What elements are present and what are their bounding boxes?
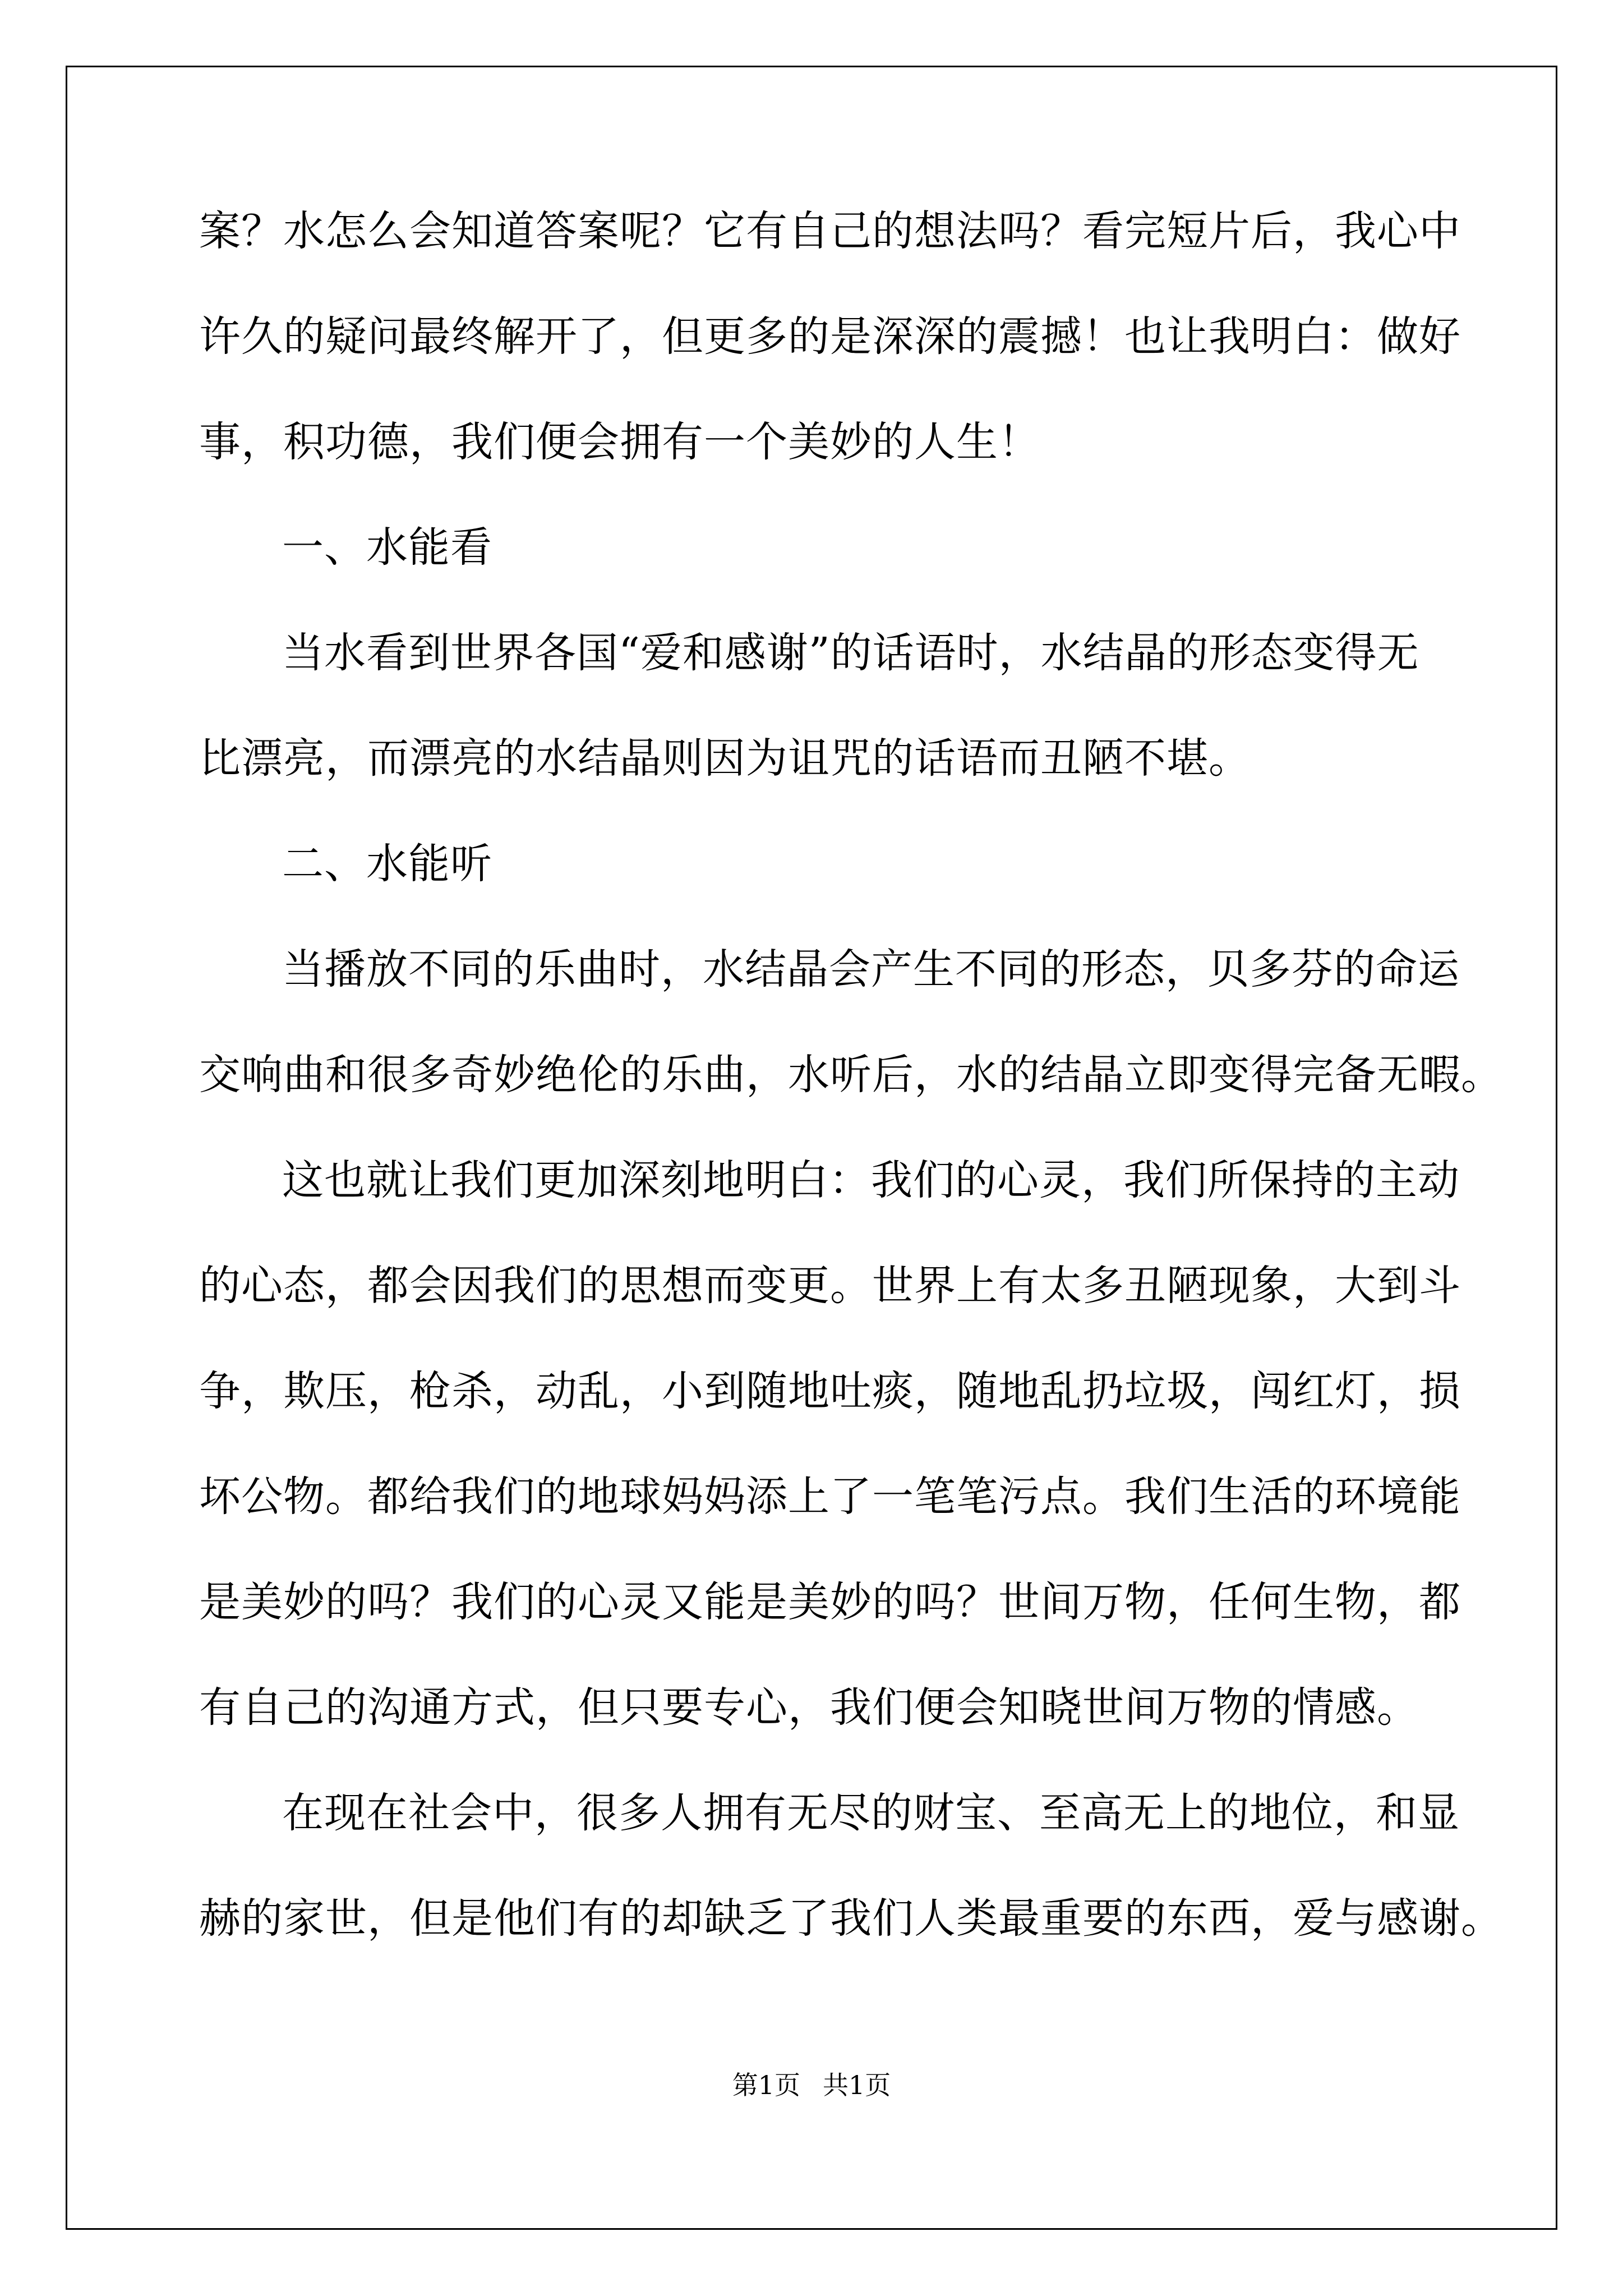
page-footer <box>0 2071 1623 2099</box>
text-line: 事，积功德，我们便会拥有一个美妙的人生！ <box>199 418 1040 466</box>
text-line: 有自己的沟通方式，但只要专心，我们便会知晓世间万物的情感。 <box>199 1683 1419 1732</box>
text-line: 争，欺压，枪杀，动乱，小到随地吐痰，随地乱扔垃圾，闯红灯，损 <box>199 1367 1461 1415</box>
text-line: 二、水能听 <box>282 840 492 888</box>
text-line: 案？水怎么会知道答案呢？它有自己的想法吗？看完短片后，我心中 <box>199 207 1461 255</box>
text-line: 交响曲和很多奇妙绝伦的乐曲，水听后，水的结晶立即变得完备无暇。 <box>199 1051 1503 1099</box>
page-number: 第1页 <box>732 2070 800 2100</box>
text-line: 在现在社会中，很多人拥有无尽的财宝、至高无上的地位，和显 <box>282 1789 1460 1837</box>
page-total: 共1页 <box>823 2070 891 2100</box>
text-line: 是美妙的吗？我们的心灵又能是美妙的吗？世间万物，任何生物，都 <box>199 1578 1461 1626</box>
text-line: 许久的疑问最终解开了，但更多的是深深的震撼！也让我明白：做好 <box>199 312 1461 361</box>
text-line: 一、水能看 <box>282 523 492 572</box>
text-line: 当水看到世界各国“爱和感谢”的话语时，水结晶的形态变得无 <box>282 629 1419 677</box>
text-line: 赫的家世，但是他们有的却缺乏了我们人类最重要的东西，爱与感谢。 <box>199 1894 1503 1943</box>
text-line: 的心态，都会因我们的思想而变更。世界上有太多丑陋现象，大到斗 <box>199 1262 1461 1310</box>
text-line: 比漂亮，而漂亮的水结晶则因为诅咒的话语而丑陋不堪。 <box>199 734 1251 783</box>
text-line: 当播放不同的乐曲时，水结晶会产生不同的形态，贝多芬的命运 <box>282 945 1460 993</box>
document-body <box>199 207 1503 2003</box>
text-line: 坏公物。都给我们的地球妈妈添上了一笔笔污点。我们生活的环境能 <box>199 1473 1461 1521</box>
text-line: 这也就让我们更加深刻地明白：我们的心灵，我们所保持的主动 <box>282 1156 1460 1204</box>
